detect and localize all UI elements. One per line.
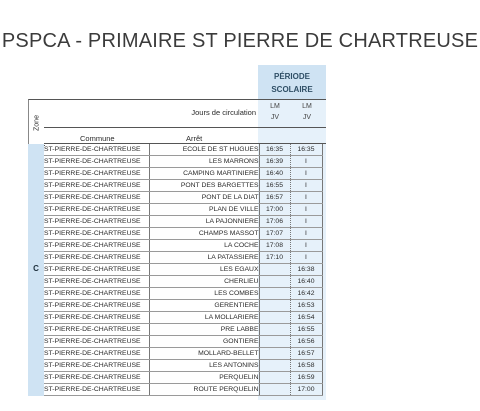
zone-cell (28, 144, 44, 396)
time-cell-1: 17:07 (259, 228, 290, 240)
arret-cell: LA MOLLARIERE (149, 312, 259, 324)
time-cell-2: 16:59 (290, 372, 322, 384)
time-cell-1: 16:39 (259, 156, 290, 168)
table-row (44, 372, 322, 384)
table-row (44, 276, 322, 288)
commune-cell: ST-PIERRE-DE-CHARTREUSE (44, 312, 149, 324)
table-row (44, 156, 322, 168)
time-cell-2: I (290, 216, 322, 228)
arret-cell: LES EGAUX (149, 264, 259, 276)
table-row (44, 192, 322, 204)
time-cell-1: 16:40 (259, 168, 290, 180)
days-col-2-line1: LM (302, 103, 312, 110)
commune-cell: ST-PIERRE-DE-CHARTREUSE (44, 168, 149, 180)
zone-header (28, 99, 45, 146)
arret-column-header: Arrêt (186, 134, 203, 143)
arret-cell: CHERLIEU (149, 276, 259, 288)
table-row (44, 204, 322, 216)
arret-cell: MOLLARD-BELLET (149, 348, 259, 360)
arret-cell: LES MARRONS (149, 156, 259, 168)
arret-cell: CHAMPS MASSOT (149, 228, 259, 240)
table-row (44, 144, 322, 156)
table-row (44, 384, 322, 396)
commune-cell: ST-PIERRE-DE-CHARTREUSE (44, 384, 149, 396)
time-cell-1: 17:10 (259, 252, 290, 264)
commune-cell: ST-PIERRE-DE-CHARTREUSE (44, 336, 149, 348)
commune-cell: ST-PIERRE-DE-CHARTREUSE (44, 276, 149, 288)
time-cell-2: I (290, 252, 322, 264)
time-cell-1: 17:08 (259, 240, 290, 252)
time-cell-1 (259, 384, 290, 396)
time-cell-2: I (290, 240, 322, 252)
commune-cell: ST-PIERRE-DE-CHARTREUSE (44, 300, 149, 312)
time-cell-1: 16:55 (259, 180, 290, 192)
time-cell-2: I (290, 228, 322, 240)
time-cell-1 (259, 336, 290, 348)
table-row (44, 336, 322, 348)
time-cell-2: I (290, 204, 322, 216)
arret-cell: ROUTE PERQUELIN (149, 384, 259, 396)
time-cell-2: 16:57 (290, 348, 322, 360)
arret-cell: CAMPING MARTINIERE (149, 168, 259, 180)
table-row (44, 264, 322, 276)
time-cell-1: 16:35 (259, 144, 290, 156)
time-cell-1 (259, 300, 290, 312)
header-top-rule (44, 99, 326, 100)
commune-cell: ST-PIERRE-DE-CHARTREUSE (44, 264, 149, 276)
commune-cell: ST-PIERRE-DE-CHARTREUSE (44, 372, 149, 384)
zone-value: C (33, 264, 39, 273)
time-cell-2: 16:35 (290, 144, 322, 156)
time-cell-2: 16:58 (290, 360, 322, 372)
time-cell-1: 17:06 (259, 216, 290, 228)
time-cell-2: 17:00 (290, 384, 322, 396)
arret-cell: LES COMBES (149, 288, 259, 300)
days-col-1-line1: LM (270, 103, 280, 110)
time-cell-1 (259, 348, 290, 360)
commune-cell: ST-PIERRE-DE-CHARTREUSE (44, 144, 149, 156)
table-row (44, 240, 322, 252)
commune-cell: ST-PIERRE-DE-CHARTREUSE (44, 204, 149, 216)
time-cell-1 (259, 324, 290, 336)
days-col-1 (260, 101, 290, 123)
table-row (44, 312, 322, 324)
time-cell-2: 16:38 (290, 264, 322, 276)
time-cell-2: 16:53 (290, 300, 322, 312)
jours-label: Jours de circulation (191, 108, 256, 117)
timetable (44, 144, 323, 396)
time-cell-1 (259, 312, 290, 324)
time-cell-2: 16:40 (290, 276, 322, 288)
table-row (44, 228, 322, 240)
arret-cell: LA PAJONNIERE (149, 216, 259, 228)
time-cell-1 (259, 264, 290, 276)
arret-cell: LA PATASSIERE (149, 252, 259, 264)
arret-cell: GONTIERE (149, 336, 259, 348)
table-row (44, 216, 322, 228)
commune-cell: ST-PIERRE-DE-CHARTREUSE (44, 228, 149, 240)
days-col-2 (292, 101, 322, 123)
table-row (44, 300, 322, 312)
days-col-1-line2: JV (270, 114, 280, 121)
commune-column-header: Commune (80, 134, 115, 143)
arret-cell: PRE LABBE (149, 324, 259, 336)
period-header (258, 65, 326, 99)
time-cell-2: I (290, 168, 322, 180)
time-cell-2: I (290, 180, 322, 192)
time-cell-1 (259, 288, 290, 300)
arret-cell: PONT DES BARGETTES (149, 180, 259, 192)
arret-cell: ECOLE DE ST HUGUES (149, 144, 259, 156)
table-row (44, 168, 322, 180)
table-row (44, 360, 322, 372)
commune-cell: ST-PIERRE-DE-CHARTREUSE (44, 360, 149, 372)
table-row (44, 252, 322, 264)
arret-cell: PLAN DE VILLE (149, 204, 259, 216)
zone-header-label: Zone (33, 114, 41, 131)
commune-cell: ST-PIERRE-DE-CHARTREUSE (44, 156, 149, 168)
time-cell-1: 16:57 (259, 192, 290, 204)
commune-cell: ST-PIERRE-DE-CHARTREUSE (44, 348, 149, 360)
header-mid-rule (44, 127, 326, 128)
table-row (44, 288, 322, 300)
arret-cell: PERQUELIN (149, 372, 259, 384)
page-title: PSPCA - PRIMAIRE ST PIERRE DE CHARTREUSE (1, 30, 479, 52)
time-cell-1 (259, 276, 290, 288)
days-col-2-line2: JV (302, 114, 312, 121)
commune-cell: ST-PIERRE-DE-CHARTREUSE (44, 192, 149, 204)
commune-cell: ST-PIERRE-DE-CHARTREUSE (44, 288, 149, 300)
arret-cell: GERENTIERE (149, 300, 259, 312)
time-cell-2: 16:54 (290, 312, 322, 324)
period-header-line1: PÉRIODE (273, 72, 310, 81)
time-cell-2: 16:42 (290, 288, 322, 300)
time-cell-2: 16:55 (290, 324, 322, 336)
time-cell-1: 17:00 (259, 204, 290, 216)
time-cell-2: 16:56 (290, 336, 322, 348)
commune-cell: ST-PIERRE-DE-CHARTREUSE (44, 240, 149, 252)
period-header-line2: SCOLAIRE (271, 85, 313, 94)
table-row (44, 324, 322, 336)
arret-cell: PONT DE LA DIAT (149, 192, 259, 204)
time-cell-2: I (290, 156, 322, 168)
time-cell-1 (259, 372, 290, 384)
arret-cell: LA COCHE (149, 240, 259, 252)
commune-cell: ST-PIERRE-DE-CHARTREUSE (44, 216, 149, 228)
time-cell-1 (259, 360, 290, 372)
table-row (44, 180, 322, 192)
arret-cell: LES ANTONINS (149, 360, 259, 372)
table-row (44, 348, 322, 360)
commune-cell: ST-PIERRE-DE-CHARTREUSE (44, 252, 149, 264)
commune-cell: ST-PIERRE-DE-CHARTREUSE (44, 324, 149, 336)
commune-cell: ST-PIERRE-DE-CHARTREUSE (44, 180, 149, 192)
time-cell-2: I (290, 192, 322, 204)
